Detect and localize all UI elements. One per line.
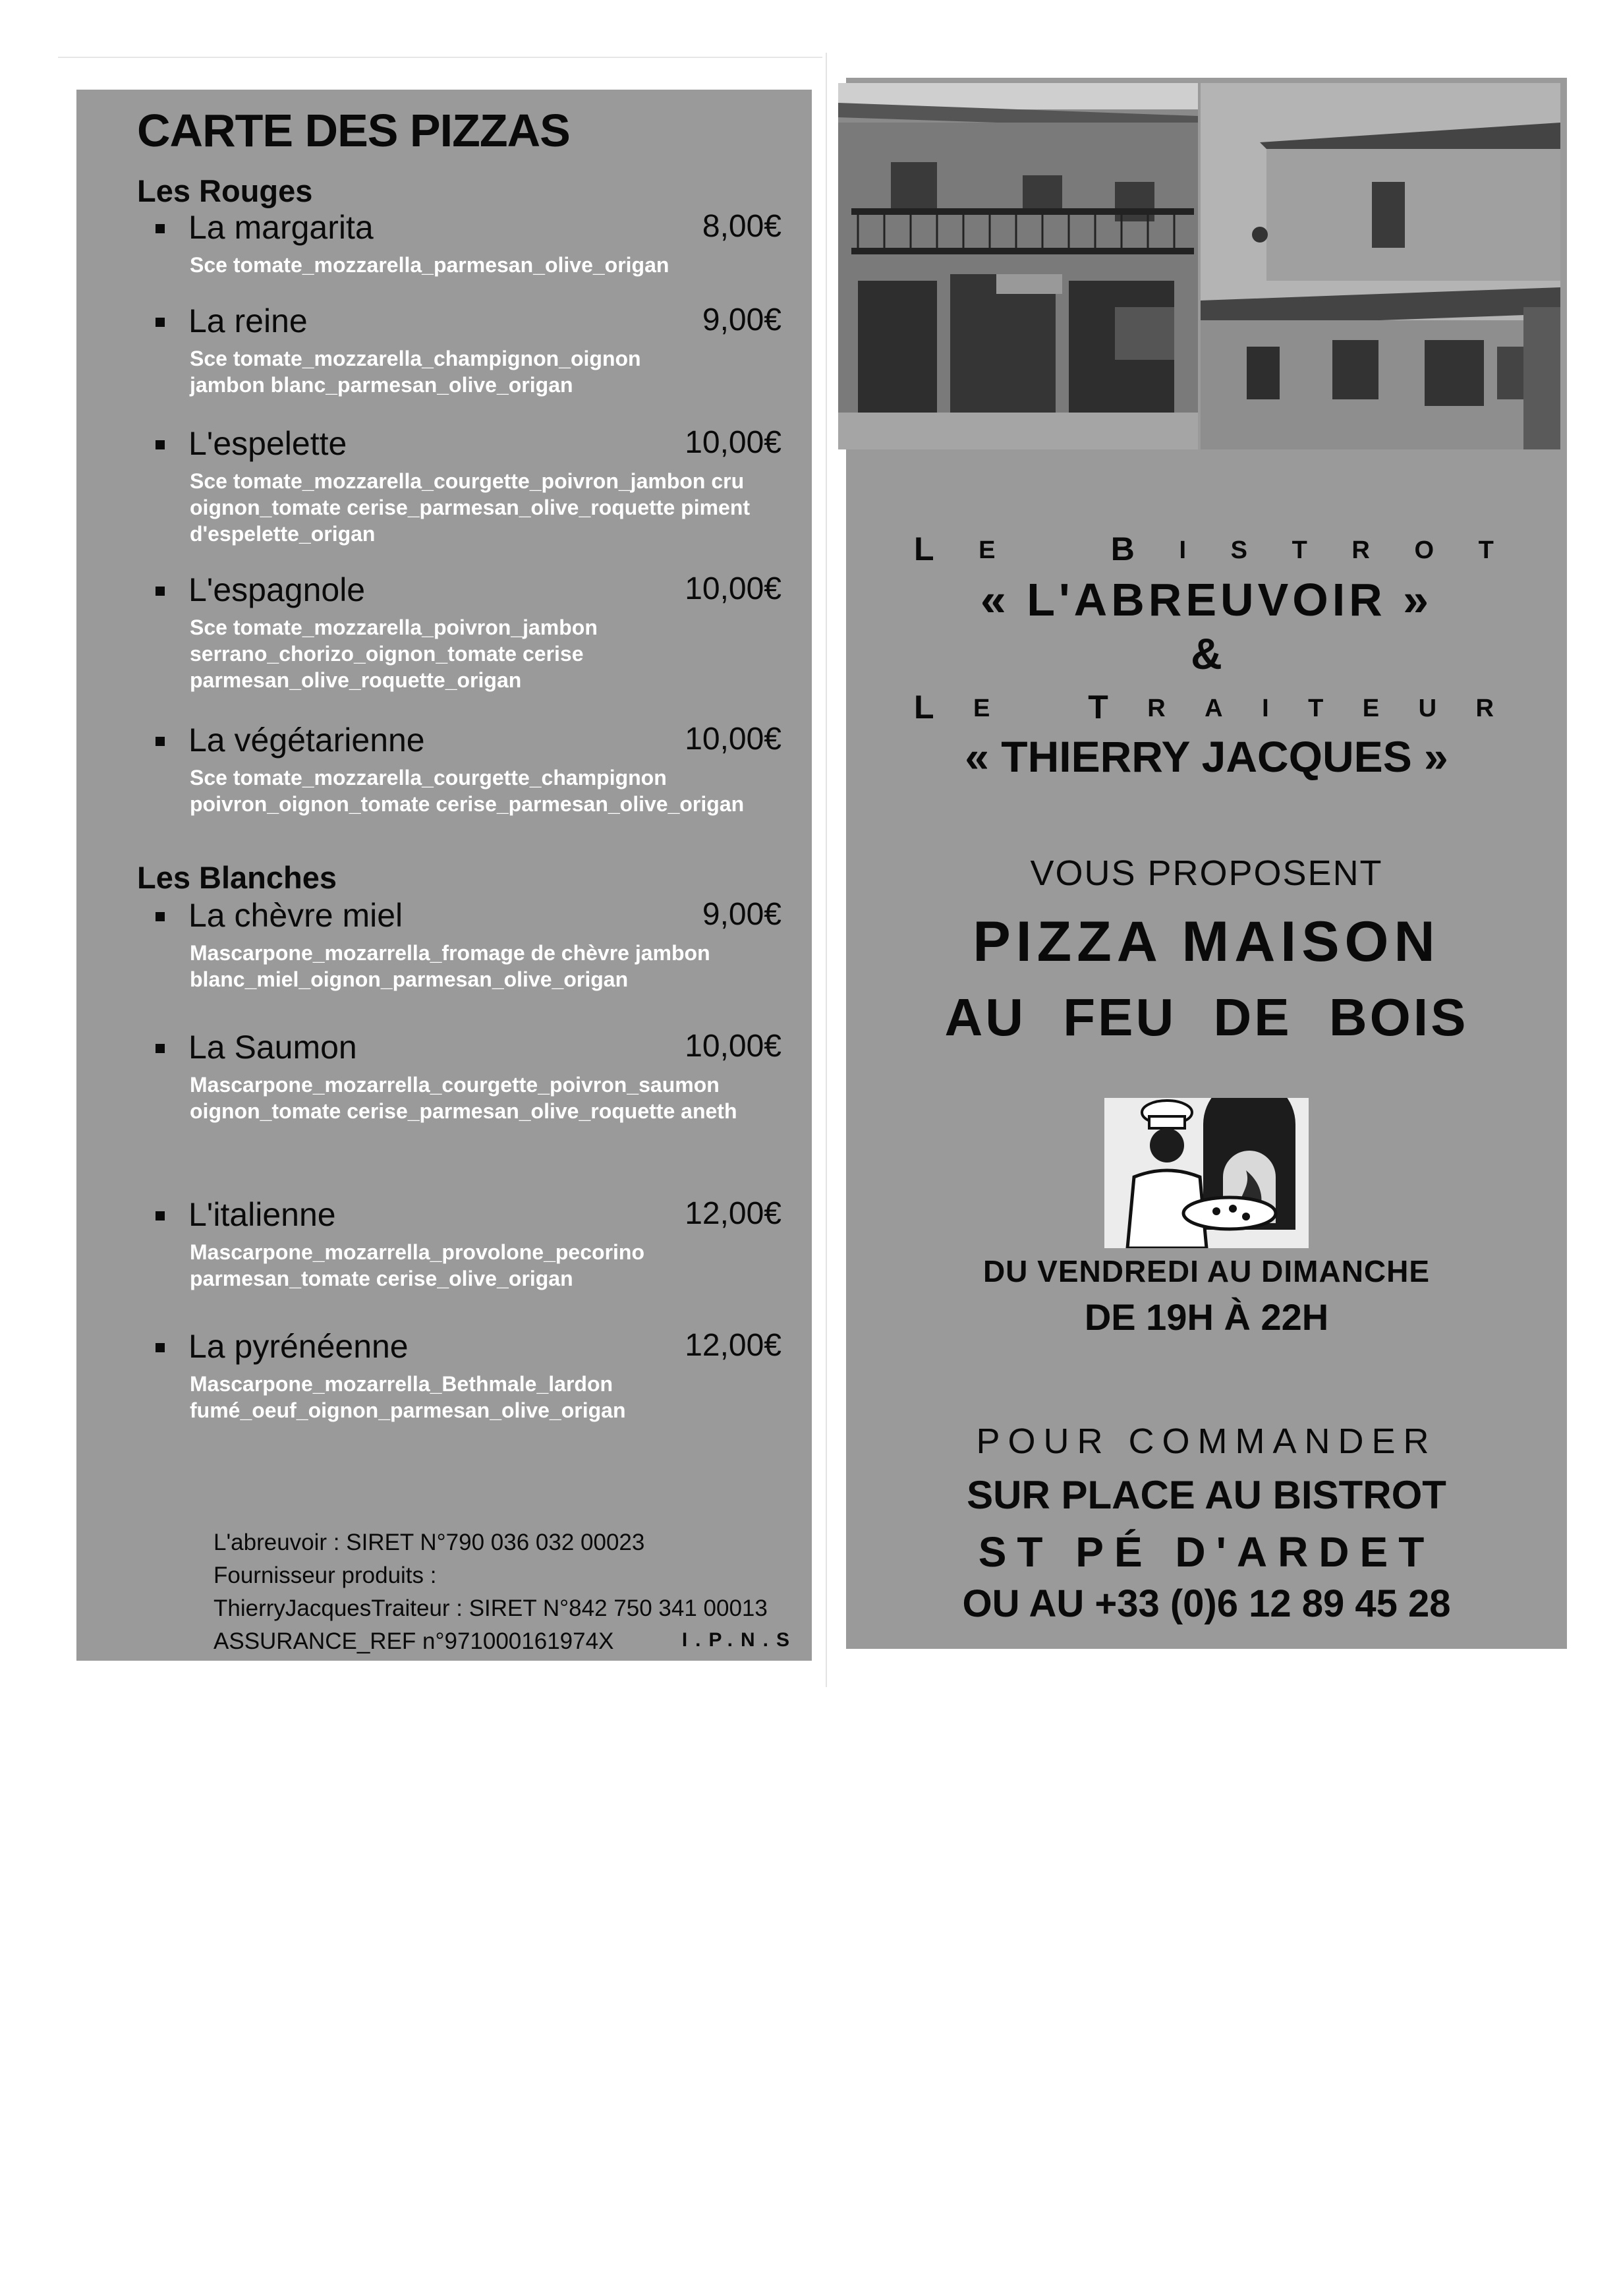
bullet-icon bbox=[156, 318, 165, 327]
pizza-price: 9,00€ bbox=[702, 302, 781, 337]
ampersand: & bbox=[1191, 629, 1222, 678]
bistrot-building-image bbox=[838, 83, 1198, 449]
page-edge-line bbox=[58, 57, 822, 58]
heading-letter: L bbox=[914, 531, 934, 567]
traiteur-name: « THIERRY JACQUES » bbox=[965, 732, 1448, 781]
pizza-ingredients: Mascarpone_mozarrella_courgette_poivron_saumon oignon_tomate cerise_parmesan_olive_roquette aneth bbox=[190, 1073, 737, 1123]
pizza-name: La margarita bbox=[188, 209, 374, 246]
heading-letter: I bbox=[1262, 695, 1269, 722]
heading-letter: A bbox=[1205, 695, 1223, 722]
legal-line: L'abreuvoir : SIRET N°790 036 032 00023 bbox=[213, 1530, 645, 1555]
pizza-price: 12,00€ bbox=[685, 1328, 781, 1363]
pour-commander: POUR COMMANDER bbox=[976, 1421, 1437, 1461]
sur-place: SUR PLACE AU BISTROT bbox=[967, 1473, 1446, 1517]
heading-letter: R bbox=[1147, 695, 1166, 722]
heading-letter: R bbox=[1475, 695, 1494, 722]
heading-letter: S bbox=[1230, 536, 1247, 564]
legal-line: ThierryJacquesTraiteur : SIRET N°842 750 341 00013 bbox=[213, 1595, 768, 1621]
le-traiteur-heading bbox=[914, 688, 1494, 726]
opening-days: DU VENDREDI AU DIMANCHE bbox=[982, 1254, 1431, 1288]
pizza-ingredients: Mascarpone_mozarrella_Bethmale_lardon fumé_oeuf_oignon_parmesan_olive_origan bbox=[190, 1372, 626, 1422]
pizza-price: 8,00€ bbox=[702, 209, 781, 244]
pizza-menu-panel bbox=[76, 90, 812, 1661]
pizza-name: La Saumon bbox=[188, 1029, 357, 1066]
fold-line bbox=[826, 53, 827, 1687]
pizza-name: L'espagnole bbox=[188, 571, 366, 608]
phone-number: OU AU +33 (0)6 12 89 45 28 bbox=[962, 1582, 1451, 1625]
pizza-ingredients: Mascarpone_mozarrella_fromage de chèvre jambon blanc_miel_oignon_parmesan_olive_origan bbox=[190, 941, 710, 991]
bullet-icon bbox=[156, 1044, 165, 1053]
location-name: ST PÉ D'ARDET bbox=[978, 1528, 1435, 1576]
heading-letter: R bbox=[1351, 536, 1370, 564]
heading-letter: E bbox=[973, 695, 990, 722]
bullet-icon bbox=[156, 1343, 165, 1352]
heading-letter: O bbox=[1414, 536, 1434, 564]
section-title-rouges: Les Rouges bbox=[137, 173, 313, 208]
ipns-mark: I.P.N.S bbox=[681, 1629, 797, 1651]
pizza-name: L'espelette bbox=[188, 425, 347, 462]
heading-letter: E bbox=[1362, 695, 1380, 722]
pizza-price: 10,00€ bbox=[685, 1029, 781, 1064]
house-photo bbox=[1201, 83, 1560, 449]
heading-letter: T bbox=[1308, 695, 1324, 722]
pizza-name: La pyrénéenne bbox=[188, 1328, 409, 1365]
heading-letter: B bbox=[1110, 531, 1135, 567]
bullet-icon bbox=[156, 1211, 165, 1220]
pizza-ingredients: Sce tomate_mozzarella_courgette_champignon poivron_oignon_tomate cerise_parmesan_olive_origan bbox=[190, 766, 745, 816]
chef-pizza-oven-illustration bbox=[1104, 1098, 1309, 1248]
pizza-ingredients: Sce tomate_mozzarella_champignon_oignon jambon blanc_parmesan_olive_origan bbox=[190, 347, 641, 397]
pizza-price: 10,00€ bbox=[685, 722, 781, 757]
legal-line: Fournisseur produits : bbox=[213, 1563, 437, 1588]
le-bistrot-heading bbox=[914, 530, 1494, 568]
pizza-price: 9,00€ bbox=[702, 897, 781, 932]
bullet-icon bbox=[156, 912, 165, 921]
pizza-price: 10,00€ bbox=[685, 425, 781, 460]
vous-proposent: VOUS PROPOSENT bbox=[1030, 853, 1383, 893]
promo-panel bbox=[846, 78, 1567, 1649]
bistrot-name: « L'ABREUVOIR » bbox=[980, 574, 1433, 625]
heading-letter: I bbox=[1179, 536, 1187, 564]
legal-line: ASSURANCE_REF n°971000161974X bbox=[213, 1628, 614, 1654]
stone-house-image bbox=[1201, 83, 1560, 449]
opening-hours: DE 19H À 22H bbox=[1084, 1296, 1329, 1338]
pizza-ingredients: Sce tomate_mozzarella_courgette_poivron_jambon cru oignon_tomate cerise_parmesan_olive_roquette piment d'espelette_origan bbox=[190, 469, 751, 546]
heading-letter: U bbox=[1418, 695, 1437, 722]
headline-feu-de-bois: AU FEU DE BOIS bbox=[944, 988, 1469, 1047]
bistrot-photo bbox=[838, 83, 1198, 449]
pizza-name: La végétarienne bbox=[188, 722, 425, 759]
pizza-ingredients: Mascarpone_mozarrella_provolone_pecorino parmesan_tomate cerise_olive_origan bbox=[190, 1240, 644, 1290]
pizza-price: 10,00€ bbox=[685, 571, 781, 606]
menu-title: CARTE DES PIZZAS bbox=[137, 105, 570, 156]
headline-pizza-maison: PIZZA MAISON bbox=[973, 910, 1440, 973]
heading-letter: T bbox=[1088, 689, 1108, 726]
section-title-blanches: Les Blanches bbox=[137, 860, 337, 895]
pizza-name: L'italienne bbox=[188, 1196, 336, 1233]
heading-letter: T bbox=[1292, 536, 1307, 564]
pizza-ingredients: Sce tomate_mozzarella_parmesan_olive_origan bbox=[190, 253, 669, 277]
bullet-icon bbox=[156, 440, 165, 449]
bullet-icon bbox=[156, 737, 165, 746]
heading-letter: L bbox=[914, 689, 934, 726]
pizza-name: La chèvre miel bbox=[188, 897, 403, 934]
bullet-icon bbox=[156, 224, 165, 233]
pizza-ingredients: Sce tomate_mozzarella_poivron_jambon serrano_chorizo_oignon_tomate cerise parmesan_olive_roquette_origan bbox=[190, 616, 598, 692]
chef-icon bbox=[1104, 1098, 1309, 1248]
heading-letter: T bbox=[1478, 536, 1494, 564]
heading-letter: E bbox=[979, 536, 996, 564]
bullet-icon bbox=[156, 587, 165, 596]
pizza-price: 12,00€ bbox=[685, 1196, 781, 1231]
pizza-name: La reine bbox=[188, 302, 308, 339]
